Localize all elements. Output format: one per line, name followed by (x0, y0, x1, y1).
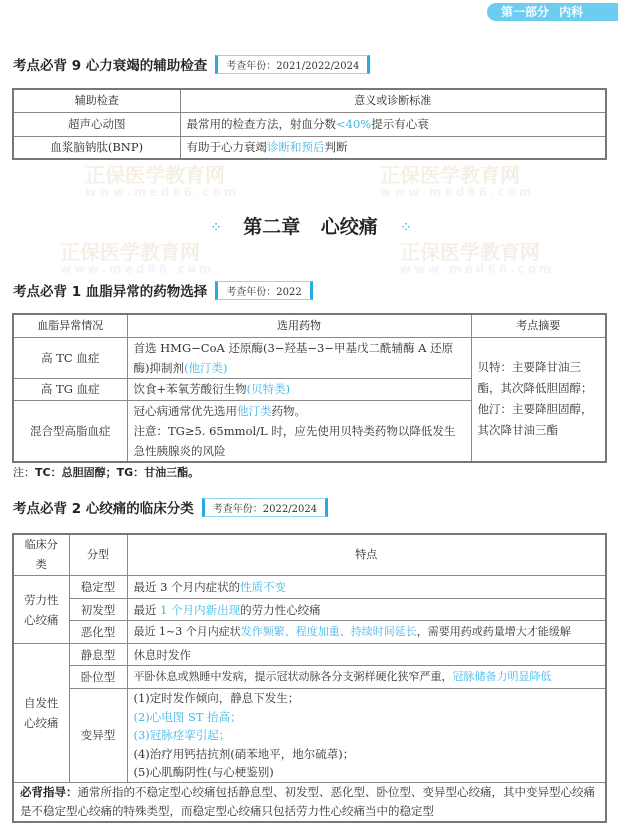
table-row: 血浆脑钠肽(BNP) 有助于心力衰竭诊断和预后判断 (13, 136, 606, 159)
watermark: 正保医学教育网 www.med66.com (60, 240, 215, 276)
angina-classification-table: 临床分类 分型 特点 劳力性心绞痛 稳定型 最近 3 个月内症状的性质不变 初发型 最近 1 个月内新出现的劳力性心绞痛 恶化型 最近 1~3 个月内症状发作频繁、程度加重、持续时间延长，需要用药或药量增大才能缓解 自发性心绞痛 静息型 休息时发作 卧位型 平卧休息或熟睡中发病，提示冠状动脉各分支粥样硬化狭窄严重，冠脉储备力明显降低 变异型 (1)定时发作倾向，静息下发生； (2)心电图 ST 抬高； (3)冠脉痉挛引起； (4)治疗用钙拮抗剂(硝苯地平，地尔硫䓬)； (5)心肌酶阴性(与心梗鉴别) 必背指导：通常所指的不稳定型心绞痛包括静息型、初发型、恶化型、卧位型、变异型心绞痛，其中变异型心绞痛是不稳定型心绞痛的特殊类型，而稳定型心绞痛只包括劳力性心绞痛当中的稳定型 (12, 533, 607, 823)
heart-failure-table: 辅助检查 意义或诊断标准 超声心动图 最常用的检查方法，射血分数<40%提示有心衰 血浆脑钠肽(BNP) 有助于心力衰竭诊断和预后判断 (12, 88, 607, 160)
section-title-9: 考点必背 9 心力衰竭的辅助检查 考查年份：2021/2022/2024 (13, 54, 370, 74)
exam-years-tag: 考查年份：2022/2024 (202, 498, 328, 517)
watermark: 正保医学教育网 www.med66.com (380, 163, 535, 199)
table-row: 自发性心绞痛 静息型 休息时发作 (13, 644, 606, 666)
table-row: 混合型高脂血症 冠心病通常优先选用他汀类药物。 注意：TG≥5. 65mmol/L 时，应先使用贝特类药物以降低发生急性胰腺炎的风险 (13, 400, 606, 462)
dots-icon: ⁘ (211, 221, 220, 233)
table-row: 高 TG 血症 饮食+苯氧芳酸衍生物(贝特类) (13, 378, 606, 400)
dots-icon: ⁘ (401, 221, 410, 233)
exam-years-tag: 考查年份：2021/2022/2024 (215, 55, 370, 74)
watermark: 正保医学教育网 www.med66.com (400, 240, 555, 276)
guide-row: 必背指导：通常所指的不稳定型心绞痛包括静息型、初发型、恶化型、卧位型、变异型心绞痛，其中变异型心绞痛是不稳定型心绞痛的特殊类型，而稳定型心绞痛只包括劳力性心绞痛当中的稳定型 (13, 782, 606, 822)
section-title-1: 考点必背 1 血脂异常的药物选择 考查年份：2022 (13, 280, 313, 300)
table-row: 初发型 最近 1 个月内新出现的劳力性心绞痛 (13, 599, 606, 621)
table-row: 卧位型 平卧休息或熟睡中发病，提示冠状动脉各分支粥样硬化狭窄严重，冠脉储备力明显降低 (13, 666, 606, 689)
exam-years-tag: 考查年份：2022 (215, 281, 312, 300)
section-title-2: 考点必背 2 心绞痛的临床分类 考查年份：2022/2024 (13, 497, 328, 517)
part-header-tab: 第一部分 内科 (487, 3, 621, 21)
table-row: 高 TC 血症 首选 HMG−CoA 还原酶(3−羟基−3−甲基戊二酰辅酶 A 还原酶)抑制剂(他汀类) 贝特：主要降甘油三酯，其次降低胆固醇； 他汀：主要降胆固醇，其次降甘油三酯 (13, 337, 606, 378)
table-row: 劳力性心绞痛 稳定型 最近 3 个月内症状的性质不变 (13, 576, 606, 599)
table-row: 超声心动图 最常用的检查方法，射血分数<40%提示有心衰 (13, 112, 606, 136)
lipid-drug-table: 血脂异常情况 选用药物 考点摘要 高 TC 血症 首选 HMG−CoA 还原酶(3−羟基−3−甲基戊二酰辅酶 A 还原酶)抑制剂(他汀类) 贝特：主要降甘油三酯，其次降低胆固醇； 他汀：主要降胆固醇，其次降甘油三酯 高 TG 血症 饮食+苯氧芳酸衍生物(贝特类) 混合型高脂血症 冠心病通常优先选用他汀类药物。 注意：TG≥5. 65mmol/L 时，应先使用贝特类药物以降低发生急性胰腺炎的风险 (12, 313, 607, 463)
table-row: 变异型 (1)定时发作倾向，静息下发生； (2)心电图 ST 抬高； (3)冠脉痉挛引起； (4)治疗用钙拮抗剂(硝苯地平，地尔硫䓬)； (5)心肌酶阴性(与心梗鉴别) (13, 689, 606, 783)
watermark: 正保医学教育网 www.med66.com (85, 163, 240, 199)
chapter-title: ⁘ 第二章 心绞痛 ⁘ (0, 212, 621, 239)
table-row: 恶化型 最近 1~3 个月内症状发作频繁、程度加重、持续时间延长，需要用药或药量增大才能缓解 (13, 621, 606, 644)
table-note: 注：TC：总胆固醇；TG：甘油三酯。 (13, 466, 200, 479)
